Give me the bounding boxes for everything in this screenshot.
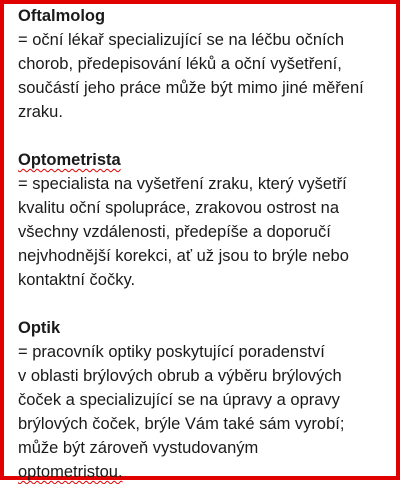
- definition-line: chorob, předepisování léků a oční vyšetření,: [18, 55, 342, 73]
- paragraph-gap: [18, 124, 390, 148]
- definition-line: kontaktní čočky.: [18, 271, 136, 289]
- definition-line: v oblasti brýlových obrub a výběru brýlových: [18, 367, 342, 385]
- definition-line: všechny vzdálenosti, předepíše a doporučí: [18, 223, 331, 241]
- definition-line: čoček a specializující se na úpravy a opravy: [18, 391, 340, 409]
- term-heading: Optometrista: [18, 151, 121, 169]
- definition-line: brýlových čoček, brýle Vám také sám vyrobí;: [18, 415, 345, 433]
- entry-optometrista: [18, 148, 390, 292]
- entry-oftalmolog: [18, 4, 390, 124]
- definition-line: zraku.: [18, 103, 63, 121]
- definition-line: součástí jeho práce může být mimo jiné měření: [18, 79, 364, 97]
- entry-optik: [18, 316, 390, 484]
- term-heading: Oftalmolog: [18, 7, 106, 25]
- term-heading: Optik: [18, 319, 61, 337]
- definition-line: = specialista na vyšetření zraku, který vyšetří: [18, 175, 347, 193]
- definition-line: nejvhodnější korekci, ať už jsou to brýle nebo: [18, 247, 349, 265]
- definition-line: [18, 460, 390, 484]
- definition-line: může být zároveň vystudovaným: [18, 439, 259, 457]
- definition-line: = oční lékař specializující se na léčbu očních: [18, 31, 345, 49]
- document-body: [18, 4, 390, 484]
- paragraph-gap: [18, 292, 390, 316]
- spellcheck-word: optometristou.: [18, 463, 123, 481]
- definition-line: = pracovník optiky poskytující poradenství: [18, 343, 325, 361]
- definition-line: kvalitu oční spolupráce, zrakovou ostrost na: [18, 199, 340, 217]
